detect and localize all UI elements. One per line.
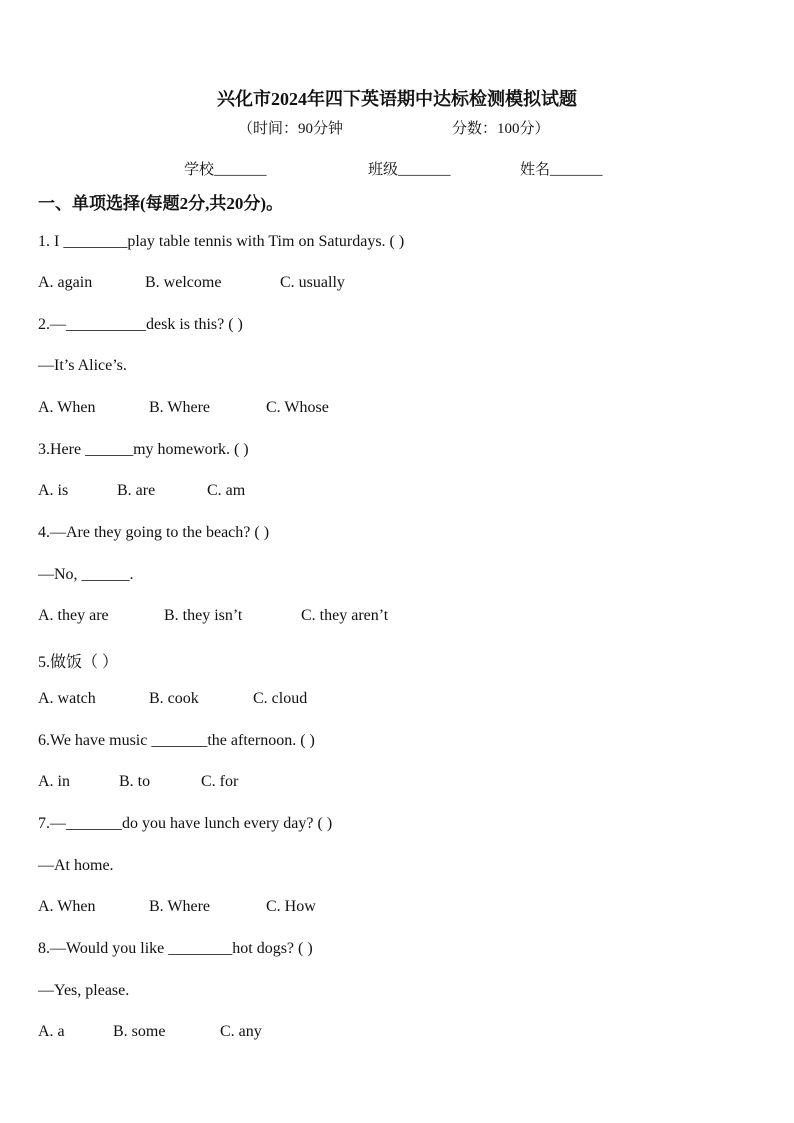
question-7-stem: 7.—_______do you have lunch every day? ( ) — [38, 815, 333, 832]
option-c: C. any — [220, 1023, 262, 1040]
option-a: A. they are — [38, 607, 109, 624]
question-1-stem: 1. I ________play table tennis with Tim on Saturdays. ( ) — [38, 233, 405, 250]
school-field — [184, 158, 267, 179]
name-label: 姓名 — [520, 162, 551, 178]
option-a: A. in — [38, 773, 70, 790]
option-c: C. How — [266, 898, 316, 915]
name-field — [520, 158, 603, 179]
question-7-answer: —At home. — [38, 857, 114, 874]
option-b: B. some — [113, 1023, 166, 1040]
question-6-stem: 6.We have music _______the afternoon. ( ) — [38, 732, 315, 749]
question-4-answer: —No, ______. — [38, 566, 134, 583]
option-c: C. usually — [280, 274, 345, 291]
question-8-answer: —Yes, please. — [38, 982, 130, 999]
option-a: A. When — [38, 898, 96, 915]
class-label: 班级 — [368, 162, 399, 178]
option-b: B. Where — [149, 399, 211, 416]
question-8-stem: 8.—Would you like ________hot dogs? ( ) — [38, 940, 313, 957]
option-b: B. they isn’t — [164, 607, 243, 624]
class-blank: _______ — [398, 162, 451, 178]
question-2-options — [38, 399, 329, 417]
section-heading: 一、单项选择(每题2分,共20分)。 — [38, 194, 284, 213]
school-label: 学校 — [184, 162, 215, 178]
question-3-options — [38, 482, 245, 500]
option-c: C. cloud — [253, 690, 308, 707]
question-2-stem: 2.—__________desk is this? ( ) — [38, 316, 243, 333]
question-7-options — [38, 898, 316, 916]
option-c: C. am — [207, 482, 246, 499]
question-1-options — [38, 274, 345, 292]
class-field — [368, 158, 451, 179]
option-c: C. Whose — [266, 399, 329, 416]
question-5-stem: 5.做饭（ ） — [38, 654, 119, 671]
option-b: B. Where — [149, 898, 211, 915]
option-a: A. again — [38, 274, 93, 291]
question-8-options — [38, 1023, 262, 1041]
question-2-answer: —It’s Alice’s. — [38, 357, 127, 374]
exam-score: 分数：100分） — [452, 121, 550, 137]
option-a: A. a — [38, 1023, 65, 1040]
question-3-stem: 3.Here ______my homework. ( ) — [38, 441, 249, 458]
option-b: B. to — [119, 773, 151, 790]
option-a: A. watch — [38, 690, 96, 707]
option-c: C. they aren’t — [301, 607, 389, 624]
question-4-options — [38, 607, 388, 625]
exam-time: （时间：90分钟 — [238, 121, 344, 137]
name-blank: _______ — [550, 162, 603, 178]
question-6-options — [38, 773, 238, 791]
question-5-options — [38, 690, 307, 708]
school-blank: _______ — [214, 162, 267, 178]
option-b: B. are — [117, 482, 156, 499]
option-c: C. for — [201, 773, 239, 790]
option-b: B. cook — [149, 690, 199, 707]
option-b: B. welcome — [145, 274, 222, 291]
option-a: A. When — [38, 399, 96, 416]
option-a: A. is — [38, 482, 69, 499]
question-4-stem: 4.—Are they going to the beach? ( ) — [38, 524, 270, 541]
exam-title: 兴化市2024年四下英语期中达标检测模拟试题 — [217, 89, 577, 109]
